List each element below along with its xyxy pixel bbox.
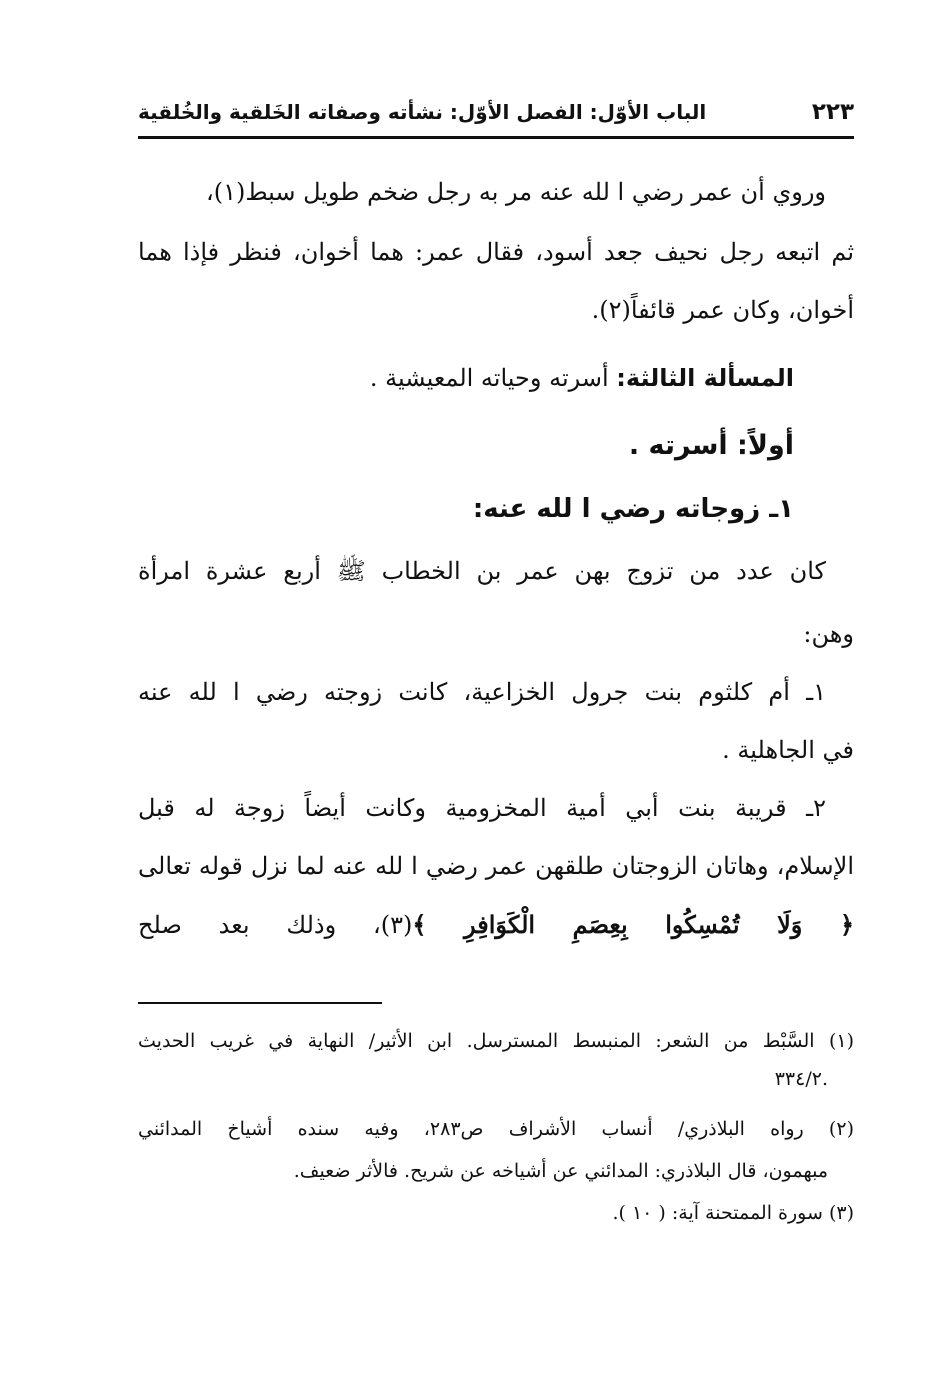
page-number: ٢٢٣ xyxy=(811,99,854,125)
list-item-1-line-2: في الجاهلية . xyxy=(722,736,854,764)
footnote-separator xyxy=(138,1002,382,1004)
paragraph-2-line-1: كان عدد من تزوج بهن عمر بن الخطاب ﷺ أربع عشرة امرأة xyxy=(138,557,826,585)
paragraph-1-line-3: أخوان، وكان عمر قائفاً(٢). xyxy=(591,296,854,324)
list-item-2-line-3-rest: (٣)، وذلك بعد صلح xyxy=(138,911,413,939)
list-item-1-line-1: ١ـ أم كلثوم بنت جرول الخزاعية، كانت زوجته رضي ا لله عنه xyxy=(138,678,826,706)
footnote-2-line-1: (٢) رواه البلاذري/ أنساب الأشراف ص٢٨٣، وفيه سنده أشياخ المدائني xyxy=(138,1118,854,1140)
quran-verse: ﴿ وَلَا تُمْسِكُوا بِعِصَمِ الْكَوَافِرِ ﴾ xyxy=(412,910,855,939)
running-title: الباب الأوّل: الفصل الأوّل: نشأته وصفاته الخَلقية والخُلقية xyxy=(138,100,707,124)
footnote-2-line-2: مبهمون، قال البلاذري: المدائني عن أشياخه عن شريح. فالأثر ضعيف. xyxy=(293,1160,828,1182)
section-label: المسألة الثالثة: xyxy=(616,364,794,392)
subsubsection-heading: ١ـ زوجاته رضي ا لله عنه: xyxy=(472,494,794,524)
subsection-heading: أولاً: أسرته . xyxy=(628,430,794,461)
paragraph-2-line-2: وهن: xyxy=(803,620,854,648)
document-page xyxy=(138,0,854,1375)
header-rule xyxy=(138,136,854,139)
footnote-1-line-2: .٣٣٤/٢ xyxy=(774,1068,828,1090)
footnote-1-line-1: (١) السَّبْط من الشعر: المنبسط المسترسل. ابن الأثير/ النهاية في غريب الحديث xyxy=(138,1030,854,1052)
paragraph-1-line-2: ثم اتبعه رجل نحيف جعد أسود، فقال عمر: هما أخوان، فنظر فإذا هما xyxy=(138,238,854,266)
list-item-2-line-3 xyxy=(138,910,854,939)
list-item-2-line-2: الإسلام، وهاتان الزوجتان طلقهن عمر رضي ا لله عنه لما نزل قوله تعالى xyxy=(138,852,854,880)
footnote-3: (٣) سورة الممتحنة آية: ( ١٠ ). xyxy=(612,1202,854,1224)
section-title: أسرته وحياته المعيشية . xyxy=(369,364,609,392)
list-item-2-line-1: ٢ـ قريبة بنت أبي أمية المخزومية وكانت أيضاً زوجة له قبل xyxy=(138,794,826,822)
running-header xyxy=(138,92,854,132)
section-heading xyxy=(138,364,854,392)
paragraph-1-line-1: وروي أن عمر رضي ا لله عنه مر به رجل ضخم طويل سبط(١)، xyxy=(206,178,826,206)
